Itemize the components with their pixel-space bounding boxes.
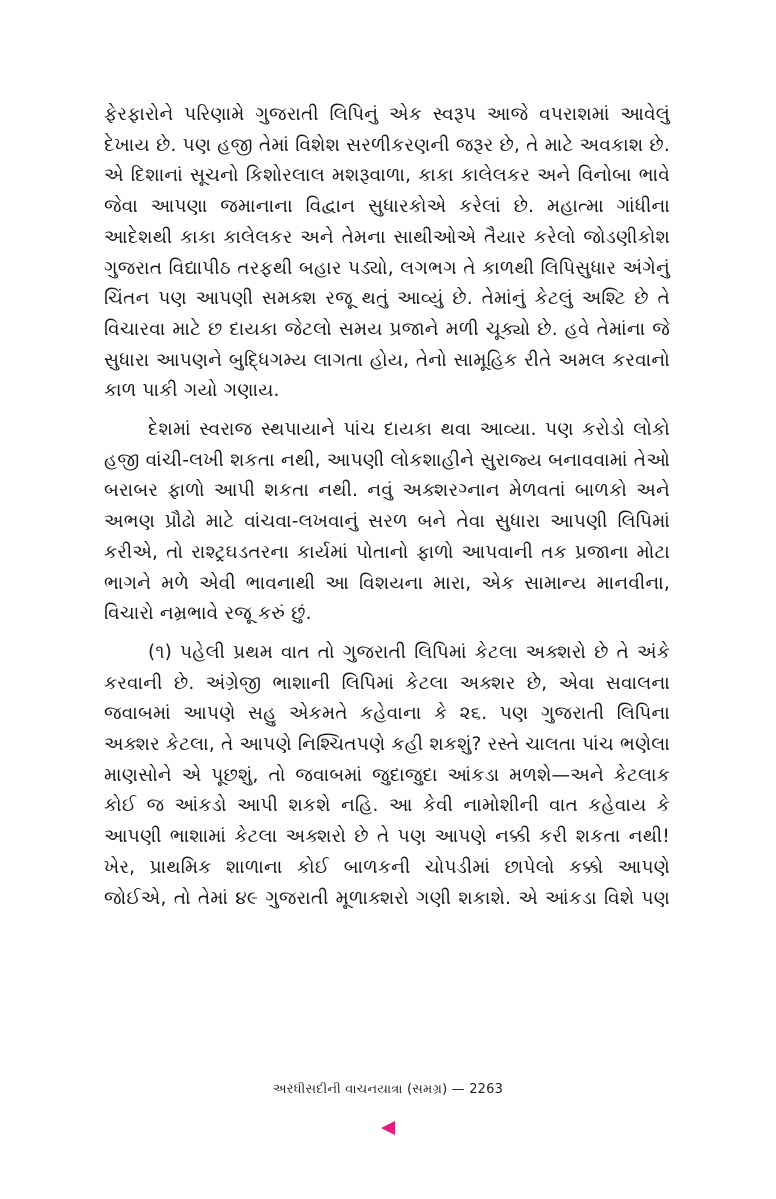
paragraph-3: (૧) પહેલી પ્રથમ વાત તો ગુજરાતી લિપિમાં કેટલા અક્શરો છે તે અંકે કરવાની છે. અંગ્રેજી ભાશાની લિપિમાં કેટલા અક્શર છે, એવા સવાલના જવાબમાં આપણે સહુ એકમતે કહેવાના કે ૨૬. પણ ગુજરાતી લિપિના અક્શર કેટલા, તે આપણે નિશ્ચિતપણે કહી શકશું? રસ્તે ચાલતા પાંચ ભણેલા માણસોને એ પૂછશું, તો જવાબમાં જુદાજુદા આંકડા મળશે—અને કેટલાક કોઈ જ આંકડો આપી શકશે નહિ. આ કેવી નામોશીની વાત કહેવાય કે આપણી ભાશામાં કેટલા અક્શરો છે તે પણ આપણે નક્કી કરી શકતા નથી! ખેર, પ્રાથમિક શાળાના કોઈ બાળકની ચોપડીમાં છાપેલો કક્કો આપણે જોઈએ, તો તેમાં ૪૯ ગુજરાતી મૂળાક્શરો ગણી શકાશે. એ આંકડા વિશે પણ xyxy=(104,641,670,909)
paragraph-2: દેશમાં સ્વરાજ સ્થપાયાને પાંચ દાયકા થવા આવ્યા. પણ કરોડો લોકો હજી વાંચી-લખી શકતા નથી, આપણી લોકશાહીને સુરાજ્ય બનાવવામાં તેઓ બરાબર ફાળો આપી શકતા નથી. નવું અક્શરગ્નાન મેળવતાં બાળકો અને અભણ પ્રૌઢો માટે વાંચવા-લખવાનું સરળ બને તેવા સુધારા આપણી લિપિમાં કરીએ, તો રાશ્ટ્રઘડતરના કાર્યમાં પોતાનો ફાળો આપવાની તક પ્રજાના મોટા ભાગને મળે એવી ભાવનાથી આ વિશયના મારા, એક સામાન્ય માનવીના, વિચારો નમ્રભાવે રજૂ કરું છું. xyxy=(104,419,670,625)
page-footer: અરધીસદીની વાચનયાત્રા (સમગ્ર) — 2263 xyxy=(272,1082,504,1097)
paragraph-1: ફેરફારોને પરિણામે ગુજરાતી લિપિનું એક સ્વરૂપ આજે વપરાશમાં આવેલું દેખાય છે. પણ હજી તેમાં વિશેશ સરળીકરણની જરૂર છે, તે માટે અવકાશ છે. એ દિશાનાં સૂચનો કિશોરલાલ મશરૂવાળા, કાકા કાલેલકર અને વિનોબા ભાવે જેવા આપણા જમાનાના વિદ્વાન સુધારકોએ કરેલાં છે. મહાત્મા ગાંધીના આદેશથી કાકા કાલેલકર અને તેમના સાથીઓએ તૈયાર કરેલો જોડણીકોશ ગુજરાત વિદ્યાપીઠ તરફથી બહાર પડ્યો, લગભગ તે કાળથી લિપિસુધાર અંગેનું ચિંતન પણ આપણી સમક્શ રજૂ થતું આવ્યું છે. તેમાંનું કેટલું અશ્ટિ છે તે વિચારવા માટે છ દાયકા જેટલો સમય પ્રજાને મળી ચૂક્યો છે. હવે તેમાંના જે સુધારા આપણને બુદ્ધિગમ્ય લાગતા હોય, તેનો સામૂહિક રીતે અમલ કરવાનો કાળ પાકી ગયો ગણાય. xyxy=(104,104,670,402)
paragraph-spacing xyxy=(104,630,670,638)
page-body xyxy=(104,100,670,914)
previous-page-icon[interactable] xyxy=(381,1121,395,1135)
paragraph-spacing xyxy=(104,407,670,415)
